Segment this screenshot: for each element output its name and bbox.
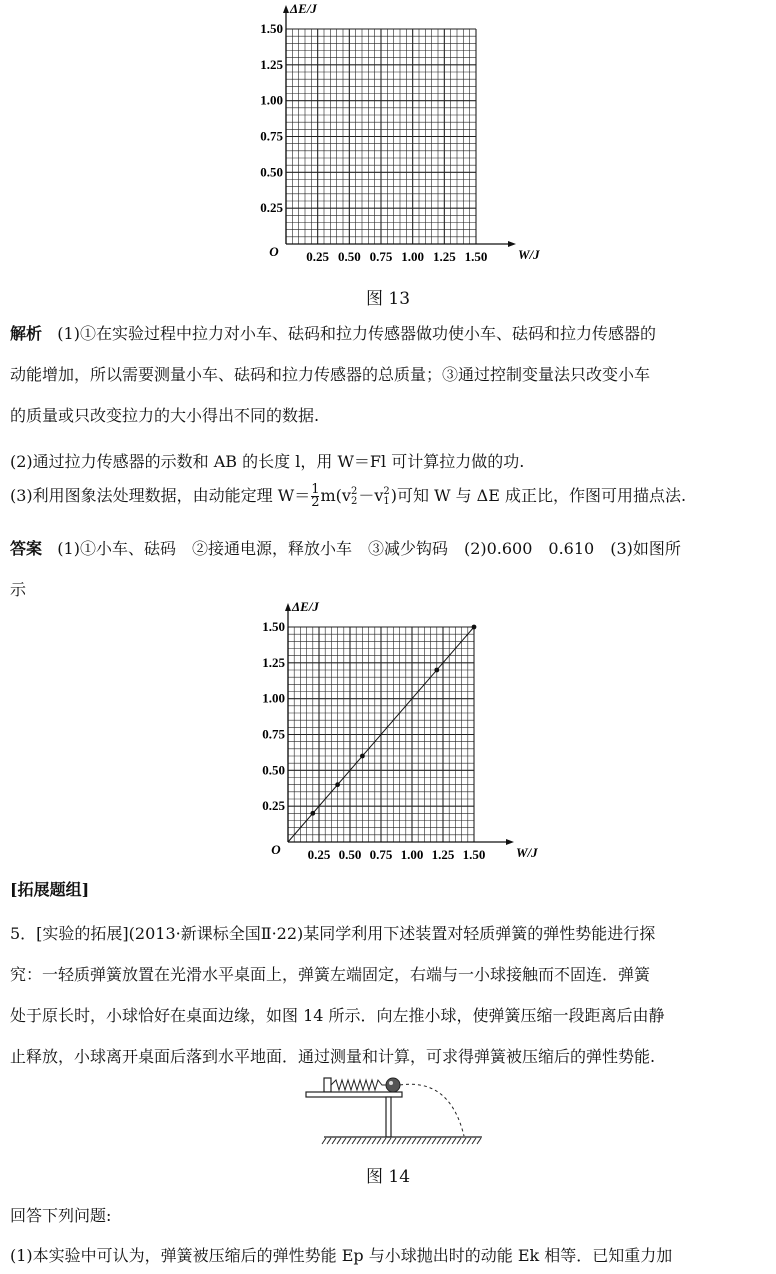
hatch-line bbox=[407, 1138, 411, 1144]
hatch-line bbox=[367, 1138, 371, 1144]
analysis-line-3: 的质量或只改变拉力的大小得出不同的数据. bbox=[10, 406, 320, 425]
data-point bbox=[335, 782, 340, 787]
hatch-line bbox=[447, 1138, 451, 1144]
x-tick-label: 1.50 bbox=[464, 249, 488, 264]
analysis-line-1 bbox=[10, 322, 656, 346]
q5-part-1: (1)本实验中可认为，弹簧被压缩后的弹性势能 Ep 与小球抛出时的动能 Ek 相等．已知重力加 bbox=[10, 1246, 673, 1265]
data-point bbox=[472, 625, 477, 630]
answer-line-1 bbox=[10, 537, 681, 561]
analysis-text-5a: (3)利用图象法处理数据，由动能定理 W＝ bbox=[10, 486, 311, 505]
fraction-numerator: 1 bbox=[311, 482, 320, 497]
origin-label: O bbox=[269, 244, 279, 259]
y-tick-label: 1.00 bbox=[262, 690, 285, 706]
hatch-line bbox=[457, 1138, 461, 1144]
data-point bbox=[434, 668, 439, 673]
x-axis-label: W/J bbox=[516, 845, 538, 860]
x-axis-label: W/J bbox=[518, 247, 540, 262]
y-tick-label: 1.00 bbox=[260, 92, 283, 108]
hatch-line bbox=[382, 1138, 386, 1144]
trajectory bbox=[400, 1084, 464, 1136]
ground-hatch bbox=[322, 1138, 481, 1144]
table-top bbox=[306, 1092, 402, 1097]
q5-line-1: 5．[实验的拓展](2013·新课标全国Ⅱ·22)某同学利用下述装置对轻质弹簧的弹性势能进行探 bbox=[10, 924, 656, 943]
analysis-line-2: 动能增加，所以需要测量小车、砝码和拉力传感器的总质量；③通过控制变量法只改变小车 bbox=[10, 365, 651, 384]
analysis-text-1: (1)①在实验过程中拉力对小车、砝码和拉力传感器做功使小车、砝码和拉力传感器的 bbox=[57, 324, 656, 343]
figure-14-apparatus bbox=[300, 1070, 500, 1150]
answer-line-2: 示 bbox=[10, 580, 27, 599]
ball-highlight bbox=[389, 1081, 393, 1085]
hatch-line bbox=[462, 1138, 466, 1144]
v2-scripts bbox=[351, 487, 357, 507]
hatch-line bbox=[387, 1138, 391, 1144]
data-point bbox=[310, 811, 315, 816]
x-tick-label: 1.00 bbox=[400, 847, 424, 862]
answer-graph bbox=[0, 598, 776, 868]
y-tick-label: 0.25 bbox=[262, 798, 285, 814]
x-tick-label: 0.25 bbox=[306, 249, 330, 264]
hatch-line bbox=[442, 1138, 446, 1144]
hatch-line bbox=[437, 1138, 441, 1144]
y-tick-label: 1.50 bbox=[260, 21, 283, 36]
hatch-line bbox=[412, 1138, 416, 1144]
x-tick-label: 1.00 bbox=[401, 249, 425, 264]
y-tick-label: 0.25 bbox=[260, 200, 283, 216]
hatch-line bbox=[362, 1138, 366, 1144]
x-tick-label: 0.75 bbox=[369, 847, 393, 862]
y-tick-label: 1.25 bbox=[260, 56, 283, 72]
y-tick-label: 0.50 bbox=[262, 762, 285, 778]
q5-line-2: 究：一轻质弹簧放置在光滑水平桌面上，弹簧左端固定，右端与一小球接触而不固连．弹簧 bbox=[10, 965, 651, 984]
analysis-line-4: (2)通过拉力传感器的示数和 AB 的长度 l，用 W＝Fl 可计算拉力做的功. bbox=[10, 452, 525, 471]
y-axis-label: ΔE/J bbox=[290, 1, 317, 16]
hatch-line bbox=[427, 1138, 431, 1144]
answer-label: 答案 bbox=[10, 539, 43, 558]
answer-prompt: 回答下列问题: bbox=[10, 1206, 112, 1225]
hatch-line bbox=[322, 1138, 326, 1144]
x-tick-label: 1.50 bbox=[462, 847, 486, 862]
hatch-line bbox=[327, 1138, 331, 1144]
hatch-line bbox=[332, 1138, 336, 1144]
fraction bbox=[311, 484, 319, 509]
x-axis-arrow bbox=[508, 241, 516, 247]
origin-label: O bbox=[271, 842, 281, 857]
x-tick-label: 0.50 bbox=[337, 249, 361, 264]
analysis-label: 解析 bbox=[10, 324, 43, 343]
analysis-text-5c: －v bbox=[358, 486, 384, 505]
hatch-line bbox=[452, 1138, 456, 1144]
v2-sub: 2 bbox=[350, 495, 358, 507]
answer-text-1: (1)①小车、砝码 ②接通电源，释放小车 ③减少钩码 (2)0.600 0.610 (3)如图所 bbox=[57, 539, 681, 558]
v2-sup: 2 bbox=[350, 485, 358, 497]
y-tick-label: 1.25 bbox=[262, 654, 285, 670]
y-tick-label: 0.50 bbox=[260, 164, 283, 180]
y-tick-label: 0.75 bbox=[260, 128, 283, 144]
hatch-line bbox=[337, 1138, 341, 1144]
q5-line-4: 止释放，小球离开桌面后落到水平地面．通过测量和计算，可求得弹簧被压缩后的弹性势能. bbox=[10, 1047, 656, 1066]
figure-13-graph bbox=[0, 0, 776, 270]
hatch-line bbox=[432, 1138, 436, 1144]
x-axis-arrow bbox=[506, 839, 514, 845]
hatch-line bbox=[417, 1138, 421, 1144]
hatch-line bbox=[397, 1138, 401, 1144]
data-point bbox=[360, 754, 365, 759]
x-tick-label: 1.25 bbox=[431, 847, 455, 862]
table-leg bbox=[386, 1097, 391, 1137]
hatch-line bbox=[342, 1138, 346, 1144]
hatch-line bbox=[472, 1138, 476, 1144]
v1-sub: 1 bbox=[383, 495, 390, 507]
hatch-line bbox=[422, 1138, 426, 1144]
figure-14-caption: 图 14 bbox=[365, 1167, 411, 1187]
hatch-line bbox=[372, 1138, 376, 1144]
hatch-line bbox=[352, 1138, 356, 1144]
hatch-line bbox=[392, 1138, 396, 1144]
x-tick-label: 0.75 bbox=[369, 249, 393, 264]
y-tick-label: 1.50 bbox=[262, 619, 285, 634]
hatch-line bbox=[402, 1138, 406, 1144]
v1-scripts bbox=[383, 487, 389, 507]
y-axis-arrow bbox=[285, 603, 291, 611]
hatch-line bbox=[477, 1138, 481, 1144]
figure-13-caption: 图 13 bbox=[365, 289, 411, 309]
hatch-line bbox=[377, 1138, 381, 1144]
y-tick-label: 0.75 bbox=[262, 726, 285, 742]
q5-line-3: 处于原长时，小球恰好在桌面边缘，如图 14 所示．向左推小球，使弹簧压缩一段距离后由静 bbox=[10, 1006, 665, 1025]
ball bbox=[386, 1078, 400, 1092]
wall-block bbox=[324, 1078, 331, 1092]
analysis-text-5d: )可知 W 与 ΔE 成正比，作图可用描点法. bbox=[390, 486, 687, 505]
v1-sup: 2 bbox=[383, 485, 390, 497]
x-tick-label: 0.50 bbox=[338, 847, 362, 862]
section-title: [拓展题组] bbox=[10, 880, 90, 899]
hatch-line bbox=[347, 1138, 351, 1144]
x-tick-label: 1.25 bbox=[432, 249, 456, 264]
analysis-text-5b: m(v bbox=[320, 486, 351, 505]
hatch-line bbox=[357, 1138, 361, 1144]
hatch-line bbox=[467, 1138, 471, 1144]
spring bbox=[331, 1080, 386, 1090]
y-axis-label: ΔE/J bbox=[292, 599, 319, 614]
y-axis-arrow bbox=[283, 5, 289, 13]
fraction-denominator: 2 bbox=[311, 495, 320, 510]
analysis-line-5 bbox=[10, 484, 686, 509]
x-tick-label: 0.25 bbox=[307, 847, 331, 862]
